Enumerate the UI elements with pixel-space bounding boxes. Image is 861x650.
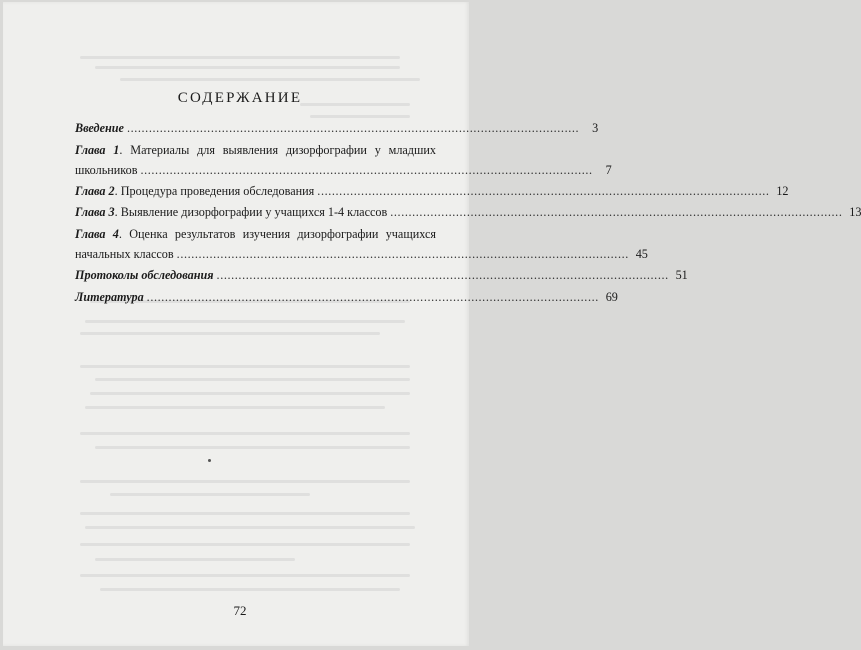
chapter-label: Глава 2 <box>75 184 115 198</box>
toc-entry-chapter-4-line1[interactable] <box>75 226 436 242</box>
print-speck <box>208 459 211 462</box>
toc-entry-title: . Материалы для выявления дизорфографии у младших <box>119 143 437 157</box>
toc-entry-chapter-4[interactable] <box>75 246 648 262</box>
toc-entry-title-cont: школьников <box>75 163 138 177</box>
toc-entry-page: 51 <box>675 268 688 282</box>
toc-entry-literature[interactable] <box>75 289 618 305</box>
toc-entry-protocols[interactable] <box>75 267 688 283</box>
toc-entry-chapter-1[interactable] <box>75 162 612 178</box>
toc-entry-page: 13 <box>849 205 861 219</box>
toc-entry-chapter-2[interactable] <box>75 183 789 199</box>
toc-entry-chapter-1-line1[interactable] <box>75 142 436 158</box>
dot-leader: ............................................................................................................................ <box>176 247 629 261</box>
toc-entry-chapter-3[interactable] <box>75 204 861 220</box>
chapter-label: Глава 4 <box>75 227 119 241</box>
toc-entry-title: . Процедура проведения обследования <box>114 184 315 198</box>
toc-entry-page: 7 <box>605 163 612 177</box>
dot-leader: ............................................................................................................................ <box>126 121 580 135</box>
toc-entry-title-cont: начальных классов <box>75 247 174 261</box>
dot-leader: ............................................................................................................................ <box>390 205 843 219</box>
toc-entry-introduction[interactable] <box>75 120 599 136</box>
toc-entry-page: 69 <box>605 290 618 304</box>
toc-entry-title: . Выявление дизорфографии у учащихся 1-4 классов <box>114 205 388 219</box>
toc-entry-title: Протоколы обследования <box>75 268 214 282</box>
toc-heading: СОДЕРЖАНИЕ <box>177 90 303 106</box>
toc-entry-title: Литература <box>75 290 144 304</box>
chapter-label: Глава 3 <box>75 205 115 219</box>
dot-leader: ............................................................................................................................ <box>140 163 593 177</box>
toc-entry-title: Введение <box>75 121 124 135</box>
toc-entry-page: 3 <box>592 121 599 135</box>
toc-entry-title: . Оценка результатов изучения дизорфографии учащихся <box>118 227 436 241</box>
dot-leader: ............................................................................................................................ <box>216 268 669 282</box>
chapter-label: Глава 1 <box>75 143 120 157</box>
toc-entry-page: 12 <box>776 184 789 198</box>
toc-entry-page: 45 <box>635 247 648 261</box>
page-number: 72 <box>233 603 247 618</box>
dot-leader: ............................................................................................................................ <box>317 184 770 198</box>
dot-leader: ............................................................................................................................ <box>146 290 599 304</box>
